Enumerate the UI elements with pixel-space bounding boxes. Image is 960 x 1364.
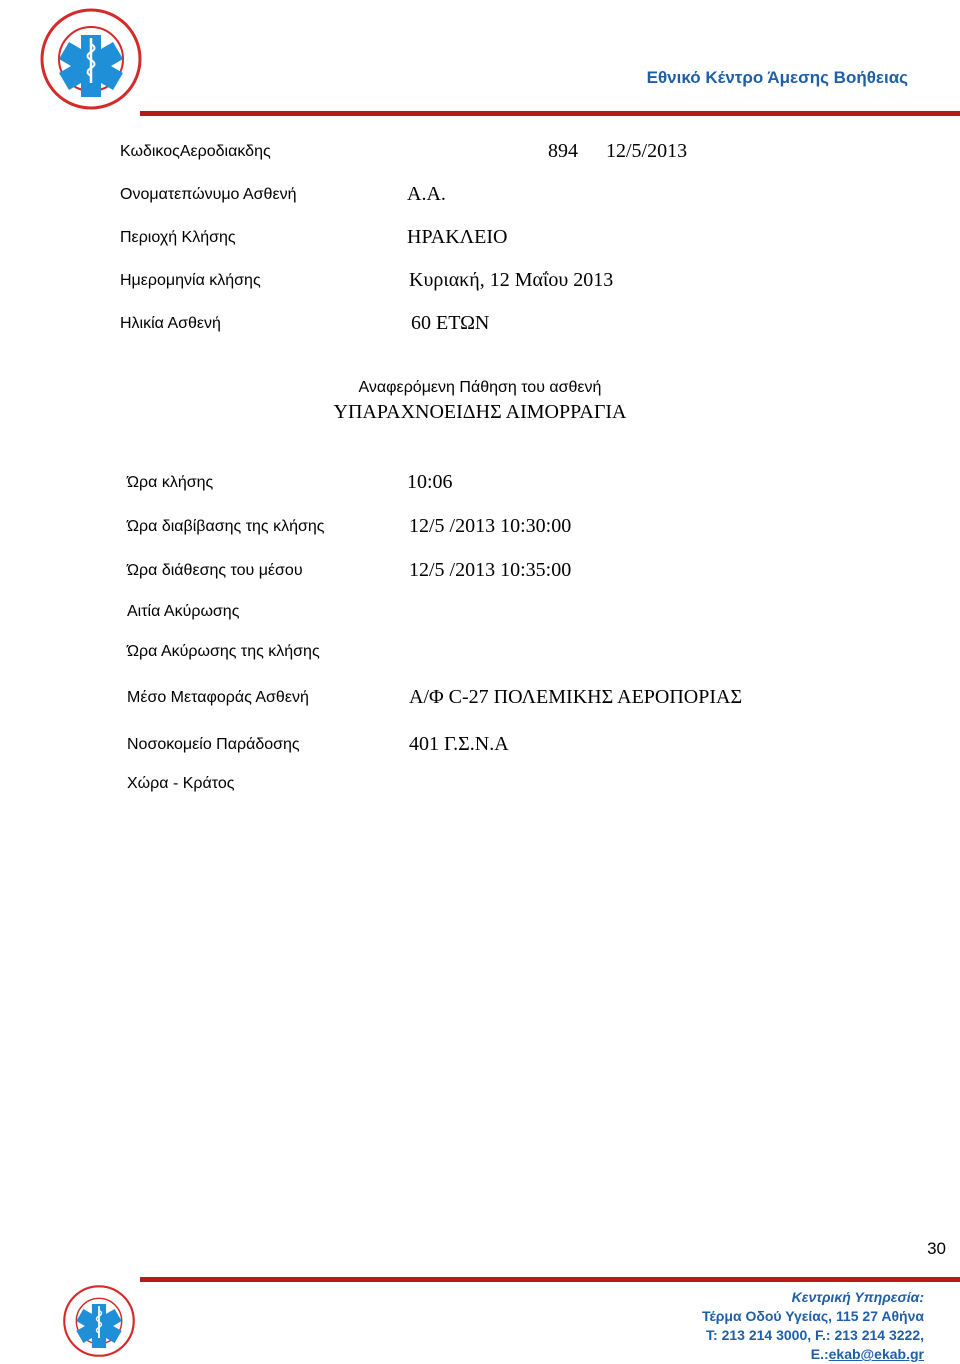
footer-address: Τέρμα Οδού Υγείας, 115 27 Αθήνα bbox=[701, 1308, 924, 1324]
footer-phones: Τ: 213 214 3000, F.: 213 214 3222, bbox=[706, 1327, 924, 1343]
footer-logo bbox=[60, 1284, 138, 1358]
footer-email-link[interactable]: ekab@ekab.gr bbox=[828, 1346, 924, 1362]
code-label: ΚωδικοςΑεροδιακδης bbox=[120, 143, 271, 160]
footer-rule bbox=[140, 1277, 960, 1282]
call-time-value: 10:06 bbox=[407, 471, 453, 493]
header-logo bbox=[36, 8, 146, 110]
name-value: Α.Α. bbox=[407, 183, 446, 205]
date-label: Ημερομηνία κλήσης bbox=[120, 272, 261, 289]
condition-value: ΥΠΑΡΑΧΝΟΕΙΔΗΣ ΑΙΜΟΡΡΑΓΙΑ bbox=[333, 401, 627, 423]
age-label: Ηλικία Ασθενή bbox=[120, 315, 221, 332]
org-name: Εθνικό Κέντρο Άμεσης Βοήθειας bbox=[646, 68, 908, 87]
dispatch-time-label: Ώρα διάθεσης του μέσου bbox=[127, 562, 303, 579]
area-value: ΗΡΑΚΛΕΙΟ bbox=[407, 226, 508, 248]
hospital-label: Νοσοκομείο Παράδοσης bbox=[127, 736, 300, 753]
age-value: 60 ΕΤΩΝ bbox=[411, 312, 490, 334]
footer-block bbox=[702, 1288, 924, 1364]
name-label: Ονοματεπώνυμο Ασθενή bbox=[120, 186, 297, 203]
footer-email-prefix: E.: bbox=[810, 1346, 829, 1362]
footer-email-line bbox=[702, 1345, 924, 1364]
transport-label: Μέσο Μεταφοράς Ασθενή bbox=[127, 689, 309, 706]
transfer-time-value: 12/5 /2013 10:30:00 bbox=[409, 515, 572, 537]
country-label: Χώρα - Κράτος bbox=[127, 775, 235, 792]
footer-title: Κεντρική Υπηρεσία: bbox=[791, 1289, 924, 1305]
code-date: 12/5/2013 bbox=[606, 140, 688, 162]
condition-label: Αναφερόμενη Πάθηση του ασθενή bbox=[358, 379, 602, 396]
ekab-logo-icon bbox=[36, 8, 146, 110]
area-label: Περιοχή Κλήσης bbox=[120, 229, 236, 246]
transfer-time-label: Ώρα διαβίβασης της κλήσης bbox=[127, 518, 325, 535]
cancel-time-label: Ώρα Ακύρωσης της κλήσης bbox=[127, 643, 320, 660]
ekab-logo-small-icon bbox=[60, 1284, 138, 1358]
call-time-label: Ώρα κλήσης bbox=[127, 474, 214, 491]
cancel-reason-label: Αιτία Ακύρωσης bbox=[127, 603, 240, 620]
page-number: 30 bbox=[927, 1239, 946, 1258]
code-number: 894 bbox=[548, 140, 578, 162]
transport-value: Α/Φ C-27 ΠΟΛΕΜΙΚΗΣ ΑΕΡΟΠΟΡΙΑΣ bbox=[409, 686, 743, 708]
header-rule bbox=[140, 111, 960, 116]
hospital-value: 401 Γ.Σ.Ν.Α bbox=[409, 733, 509, 755]
dispatch-time-value: 12/5 /2013 10:35:00 bbox=[409, 559, 572, 581]
date-value: Κυριακή, 12 Μαΐου 2013 bbox=[409, 269, 614, 291]
